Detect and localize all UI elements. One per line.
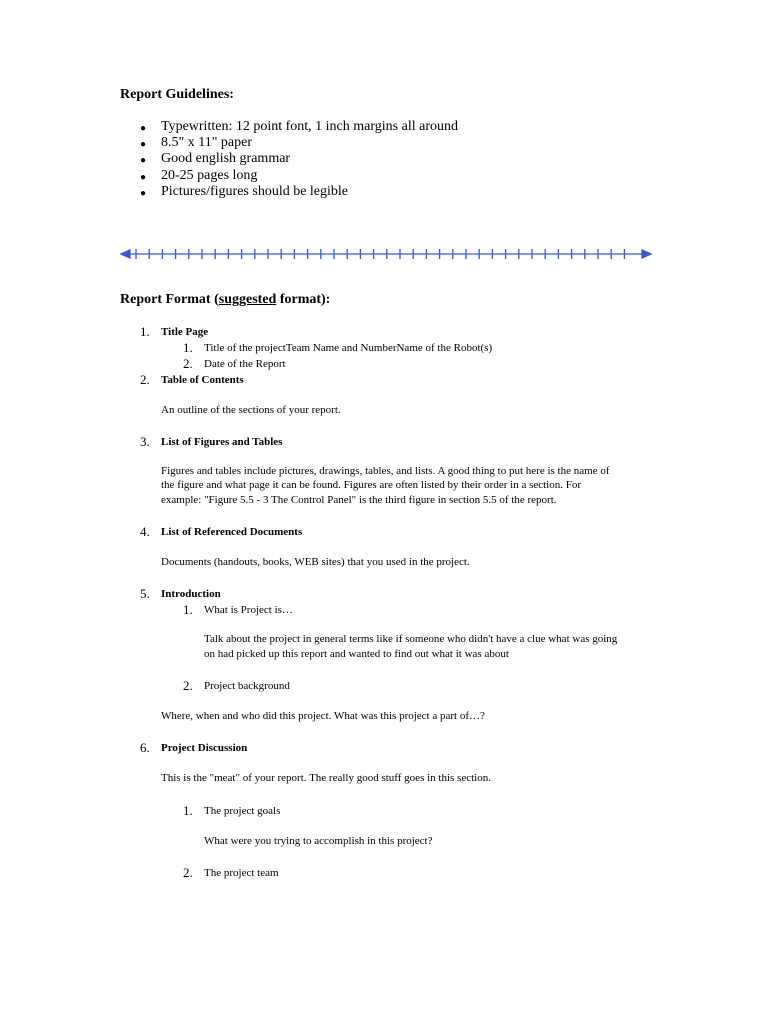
list-number: 6. (140, 740, 150, 755)
subitem-label: Date of the Report (204, 358, 286, 370)
guideline-item: Pictures/figures should be legible (161, 184, 349, 199)
section-body: Where, when and who did this project. What was this project a part of…? (161, 710, 485, 722)
list-number: 2. (183, 865, 193, 880)
list-number: 1. (183, 602, 193, 617)
divider-arrow-left (121, 250, 130, 258)
guidelines-title: Report Guidelines: (120, 87, 234, 102)
decorative-divider (120, 245, 652, 263)
list-number: 1. (140, 324, 150, 339)
guideline-item: 20-25 pages long (161, 168, 258, 183)
subitem-label: The project goals (204, 805, 281, 817)
format-title: Report Format (suggested format): (120, 292, 331, 307)
section-body: This is the "meat" of your report. The really good stuff goes in this section. (161, 772, 491, 784)
list-number: 5. (140, 586, 150, 601)
section-body: Documents (handouts, books, WEB sites) that you used in the project. (161, 556, 470, 568)
list-number: 2. (183, 356, 193, 371)
section-heading: List of Referenced Documents (161, 526, 303, 538)
section-heading: Introduction (161, 588, 221, 600)
subitem-label: What is Project is… (204, 604, 293, 616)
list-number: 2. (183, 678, 193, 693)
format-title-emphasis: suggested (218, 292, 277, 307)
subitem-label: Project background (204, 680, 290, 692)
bullet-icon: ● (140, 155, 147, 166)
section-heading: Title Page (161, 326, 209, 338)
bullet-icon: ● (140, 188, 147, 199)
bullet-icon: ● (140, 123, 147, 134)
section-body: An outline of the sections of your report. (161, 404, 341, 416)
bullet-icon: ● (140, 172, 147, 183)
section-heading: List of Figures and Tables (161, 436, 283, 448)
section-body-line: the figure and what page it can be found. Figures are often listed by their order in a section. For (161, 479, 582, 491)
subitem-body-line: Talk about the project in general terms like if someone who didn't have a clue what was going (204, 633, 618, 645)
subitem-label: The project team (204, 867, 279, 879)
bullet-icon: ● (140, 139, 147, 150)
section-body-line: example: "Figure 5.5 - 3 The Control Panel" is the third figure in section 5.5 of the report. (161, 494, 557, 506)
subitem-body-line: on had picked up this report and wanted to find out what it was about (204, 648, 509, 660)
list-number: 3. (140, 434, 150, 449)
section-heading: Project Discussion (161, 742, 248, 754)
guideline-item: 8.5" x 11" paper (161, 135, 252, 150)
section-body-line: Figures and tables include pictures, drawings, tables, and lists. A good thing to put here is the name of (161, 465, 610, 477)
list-number: 4. (140, 524, 150, 539)
section-heading: Table of Contents (161, 374, 244, 386)
list-number: 2. (140, 372, 150, 387)
subitem-body: What were you trying to accomplish in this project? (204, 835, 433, 847)
guideline-item: Typewritten: 12 point font, 1 inch margins all around (161, 119, 458, 134)
guideline-item: Good english grammar (161, 151, 291, 166)
subitem-label: Title of the projectTeam Name and NumberName of the Robot(s) (204, 342, 493, 354)
list-number: 1. (183, 803, 193, 818)
divider-arrow-right (642, 250, 651, 258)
list-number: 1. (183, 340, 193, 355)
